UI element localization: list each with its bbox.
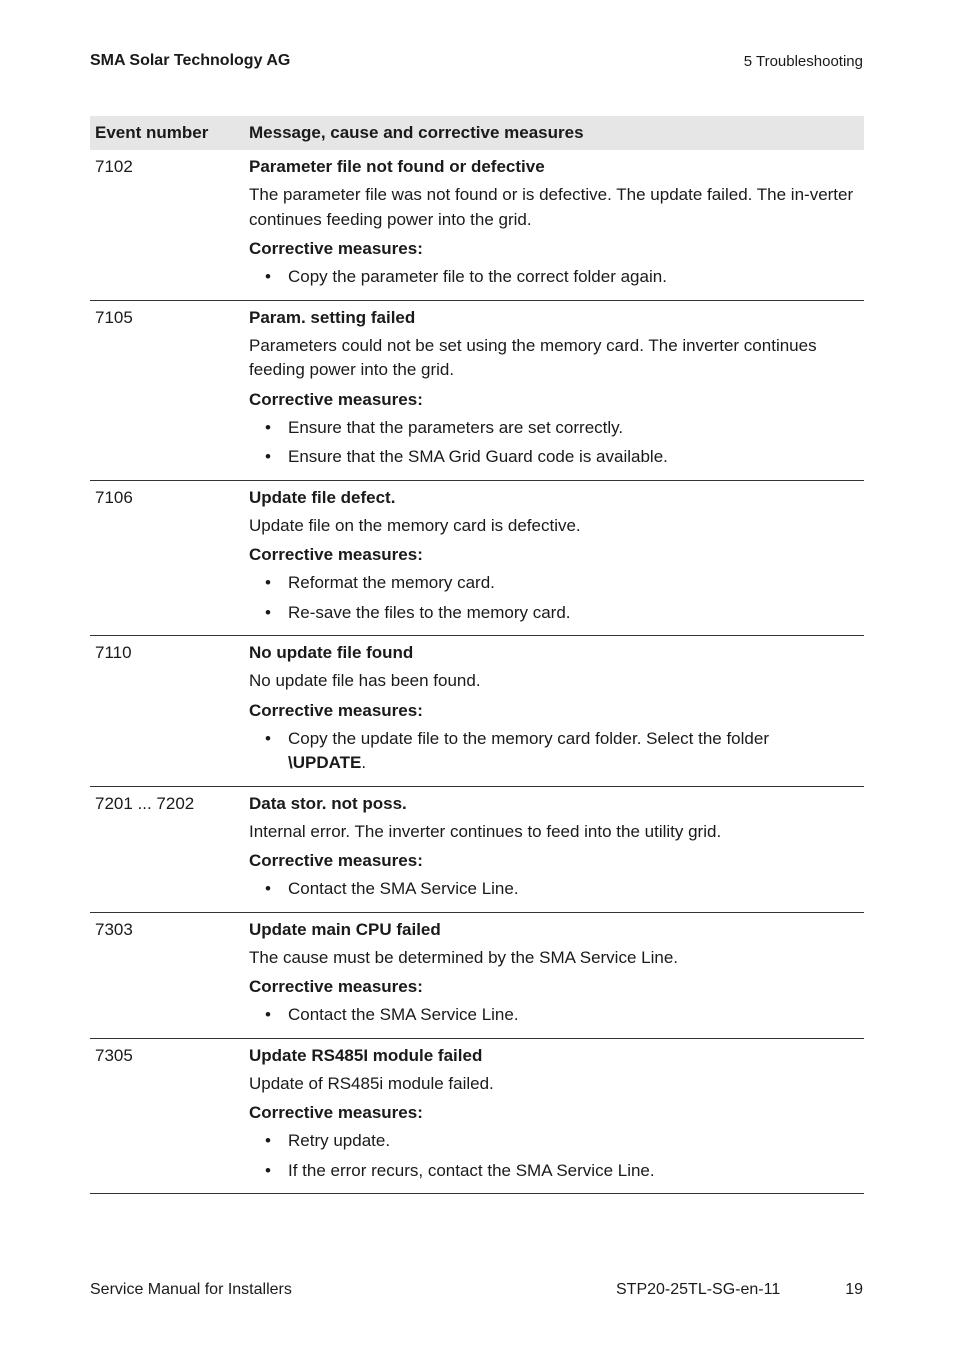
column-header-event: Event number [95, 123, 209, 142]
corrective-measures-label: Corrective measures: [249, 851, 423, 870]
event-title: Data stor. not poss. [249, 793, 407, 813]
folder-path: \UPDATE [288, 753, 362, 772]
event-number: 7110 [95, 643, 132, 662]
event-message: Parameters could not be set using the memory card. The inverter continues feeding power into the grid. [249, 335, 817, 379]
measure-item: • Ensure that the parameters are set correctly. [249, 416, 864, 441]
footer-doc-title: Service Manual for Installers [90, 1281, 292, 1298]
measure-item: • Ensure that the SMA Grid Guard code is available. [249, 445, 864, 470]
event-title: Param. setting failed [249, 307, 416, 327]
bullet-icon: • [265, 1005, 271, 1024]
event-number: 7102 [95, 157, 133, 176]
bullet-icon: • [265, 573, 271, 592]
bullet-icon: • [265, 879, 271, 898]
measure-item: • Retry update. [249, 1129, 864, 1154]
event-title: Parameter file not found or defective [249, 157, 545, 176]
event-number: 7105 [95, 307, 133, 327]
event-message: The parameter file was not found or is defective. The update failed. The in-verter continues feeding power into the grid. [249, 185, 854, 229]
event-message: Internal error. The inverter continues to feed into the utility grid. [249, 821, 722, 841]
event-number: 7305 [95, 1045, 133, 1065]
event-title: No update file found [249, 643, 414, 662]
event-message: No update file has been found. [249, 671, 481, 690]
bullet-icon: • [265, 602, 271, 622]
event-message: Update of RS485i module failed. [249, 1073, 494, 1093]
event-message: The cause must be determined by the SMA Service Line. [249, 947, 679, 967]
table-row [90, 787, 864, 913]
corrective-measures-label: Corrective measures: [249, 239, 423, 258]
measure-item: • Reformat the memory card. [249, 571, 864, 596]
table-row [90, 636, 864, 787]
table-row [90, 301, 864, 481]
event-number: 7201 ... 7202 [95, 793, 195, 813]
table-header [90, 116, 864, 150]
table-row [90, 150, 864, 301]
measure-item: • Contact the SMA Service Line. [249, 877, 864, 902]
event-number: 7303 [95, 919, 133, 939]
bullet-icon: • [265, 267, 271, 286]
event-title: Update main CPU failed [249, 919, 441, 939]
bullet-icon: • [265, 1131, 271, 1150]
event-message: Update file on the memory card is defective. [249, 515, 581, 535]
event-number: 7106 [95, 487, 133, 507]
corrective-measures-label: Corrective measures: [249, 977, 423, 996]
bullet-icon: • [265, 728, 271, 748]
table-row [90, 913, 864, 1039]
measure-item: • Copy the parameter file to the correct folder again. [249, 265, 864, 290]
bullet-icon: • [265, 1160, 271, 1180]
measure-item: • Re-save the files to the memory card. [249, 601, 864, 626]
measure-item: • Contact the SMA Service Line. [249, 1003, 864, 1028]
corrective-measures-label: Corrective measures: [249, 700, 423, 720]
table-row [90, 481, 864, 637]
measure-item: • Copy the update file to the memory card folder. Select the folder \UPDATE. [265, 728, 769, 772]
column-header-message: Message, cause and corrective measures [249, 123, 584, 142]
header-chapter: 5 Troubleshooting [743, 53, 863, 70]
header-company: SMA Solar Technology AG [90, 52, 291, 69]
table-row [90, 1039, 864, 1195]
measure-item: • If the error recurs, contact the SMA Service Line. [249, 1159, 864, 1184]
event-title: Update RS485I module failed [249, 1045, 483, 1065]
event-table [90, 116, 864, 1194]
bullet-icon: • [265, 447, 271, 466]
corrective-measures-label: Corrective measures: [249, 545, 423, 564]
corrective-measures-label: Corrective measures: [249, 389, 423, 409]
event-title: Update file defect. [249, 487, 396, 507]
corrective-measures-label: Corrective measures: [249, 1103, 423, 1122]
footer-doc-code: STP20-25TL-SG-en-11 [616, 1281, 781, 1298]
page-number: 19 [845, 1281, 863, 1298]
bullet-icon: • [265, 417, 271, 437]
